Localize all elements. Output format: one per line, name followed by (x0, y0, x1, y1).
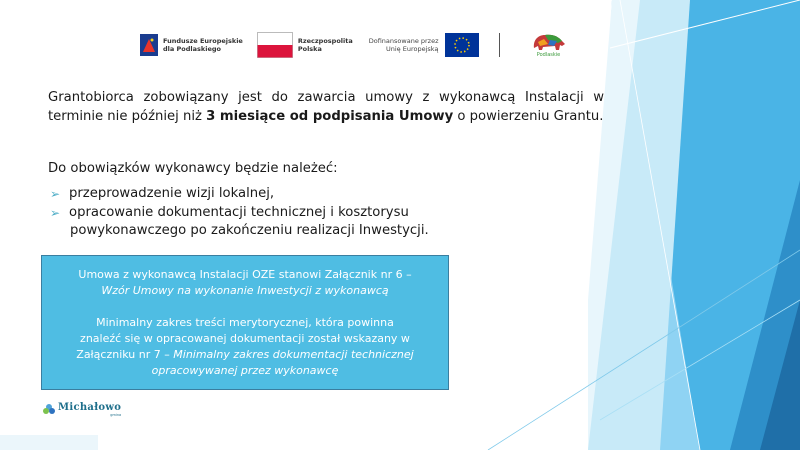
infobox-italic: opracowywanej przez wykonawcę (151, 364, 339, 377)
podlaskie-logo (530, 32, 568, 58)
infobox-line: znaleźć się w opracowanej dokumentacji został wskazany w (80, 332, 410, 345)
bison-icon (530, 32, 568, 52)
infobox-italic: Wzór Umowy na wykonanie Inwestycji z wykonawcą (101, 284, 389, 297)
infobox-line (50, 283, 440, 299)
flower-icon (42, 403, 56, 417)
michalowo-logo (42, 402, 121, 417)
arrow-bullet-icon: ➢ (50, 187, 61, 201)
infobox-line: Umowa z wykonawcą Instalacji OZE stanowi Załącznik nr 6 – (78, 268, 412, 281)
footer-bar (0, 435, 98, 450)
infobox-line: Minimalny zakres treści merytorycznej, która powinna (96, 316, 394, 329)
bullet-text: powykonawczego po zakończeniu realizacji Inwestycji. (70, 223, 429, 238)
para-bold-term: 3 miesiące od podpisania Umowy (206, 109, 454, 124)
logo-divider (499, 33, 500, 57)
arrow-bullet-icon: ➢ (50, 205, 61, 220)
list-item (50, 185, 610, 204)
eu-funds-logo-text: Fundusze Europejskie dla Podlaskiego (163, 37, 243, 53)
main-paragraph (48, 88, 604, 126)
infobox-text: Załączniku nr 7 – (76, 348, 174, 361)
bullet-text: opracowanie dokumentacji technicznej i kosztorysu (69, 204, 409, 220)
michalowo-sub: gmina (110, 413, 122, 417)
header-logos (140, 28, 568, 62)
eu-cofunded-text: Dofinansowane przez Unię Europejską (368, 37, 439, 53)
michalowo-name: Michałowo (58, 402, 122, 413)
info-box (41, 255, 449, 390)
para-text-1: Grantobiorca zobowiązany jest do zawarcia umowy z wykonawcą Instalacji w terminie nie później niż (48, 90, 604, 124)
poland-logo-text: Rzeczpospolita Polska (297, 37, 353, 53)
infobox-line (50, 347, 440, 363)
infobox-line (50, 363, 440, 379)
list-item-continuation (50, 222, 610, 241)
podlaskie-logo-text: Podlaskie (536, 52, 561, 58)
para-text-2: o powierzeniu Grantu. (453, 109, 604, 124)
poland-flag-icon (257, 32, 293, 58)
infobox-italic: Minimalny zakres dokumentacji technicznej (173, 348, 414, 361)
bullet-text: przeprowadzenie wizji lokalnej, (69, 186, 275, 201)
duties-heading: Do obowiązków wykonawcy będzie należeć: (48, 161, 338, 176)
eu-flag-icon (445, 33, 479, 57)
duties-list (50, 185, 610, 241)
list-item (50, 204, 610, 223)
eu-funds-logo-icon (140, 34, 158, 56)
